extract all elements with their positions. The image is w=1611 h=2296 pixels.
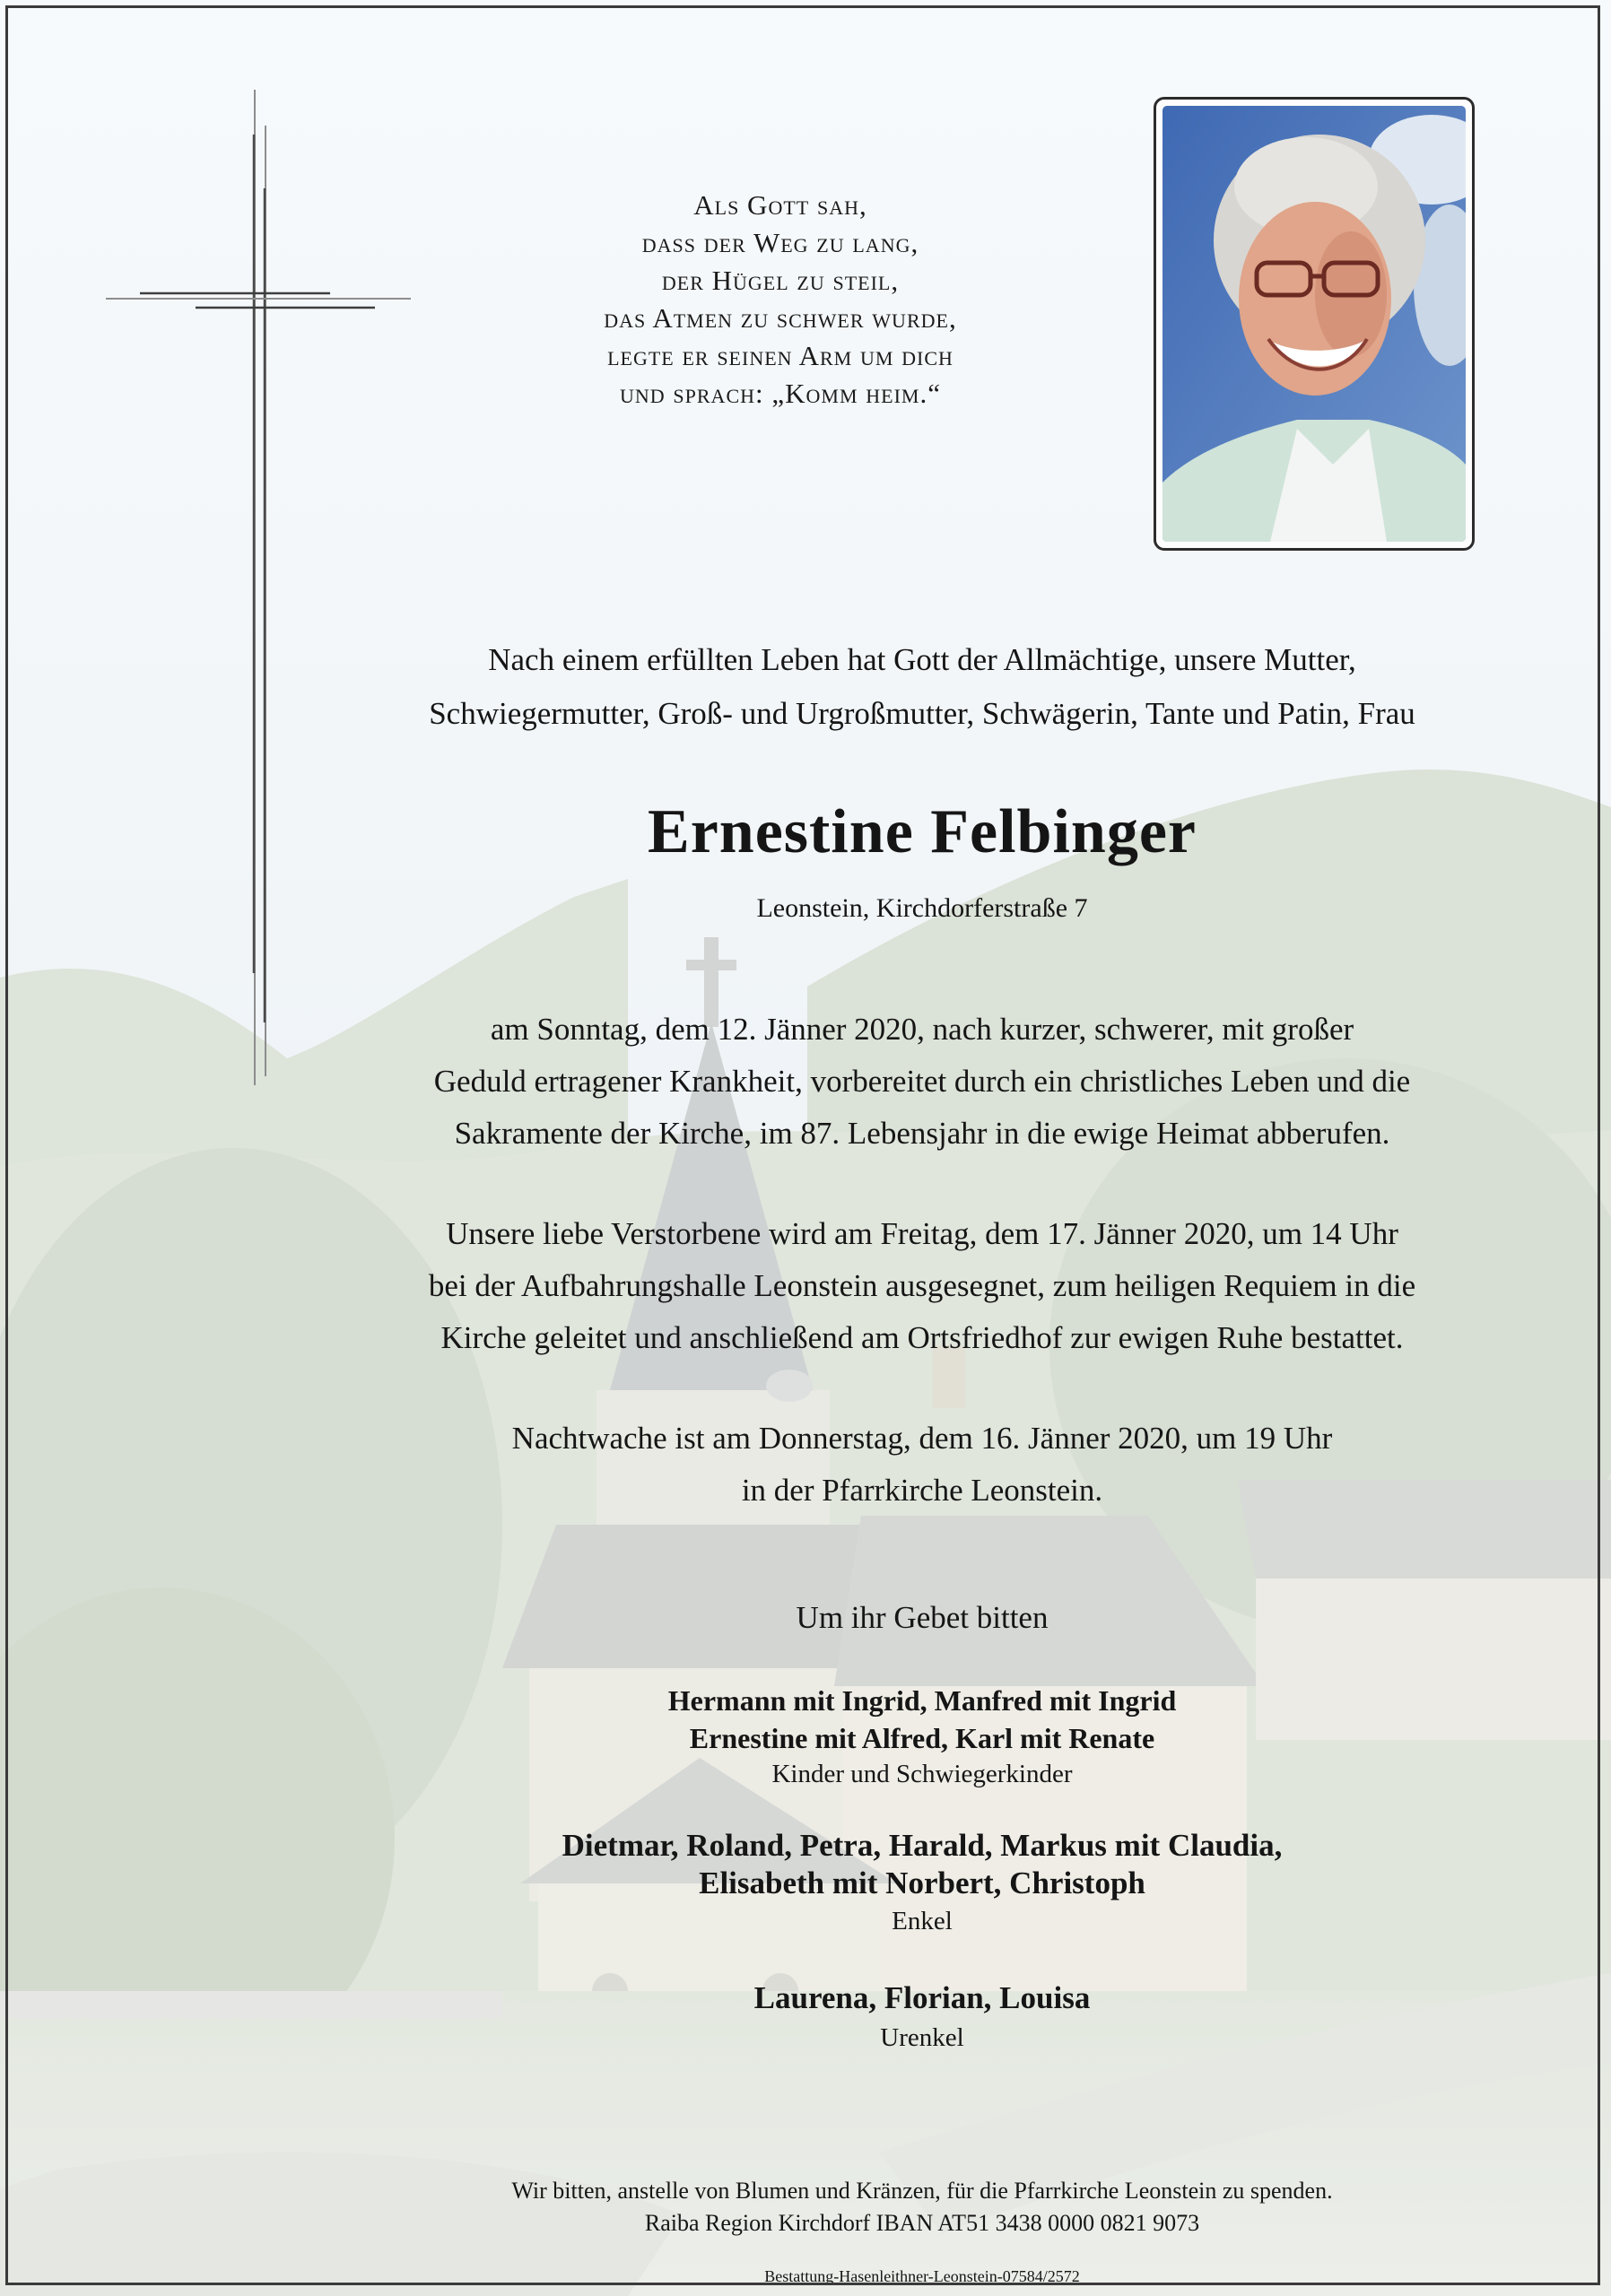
death-notice-line: Sakramente der Kirche, im 87. Lebensjahr in die ewige Heimat abberufen.	[454, 1116, 1390, 1151]
quote-line: Als Gott sah,	[693, 189, 867, 221]
funeral-info-line: bei der Aufbahrungshalle Leonstein ausgesegnet, zum heiligen Requiem in die	[428, 1268, 1416, 1303]
children-names: Ernestine mit Alfred, Karl mit Renate	[689, 1722, 1155, 1754]
donation-request: Wir bitten, anstelle von Blumen und Kränzen, für die Pfarrkirche Leonstein zu spenden.	[511, 2178, 1333, 2204]
memorial-quote	[502, 187, 1058, 413]
deceased-name: Ernestine Felbinger	[648, 797, 1197, 866]
quote-line: und sprach: „Komm heim.“	[620, 378, 941, 409]
grandchildren-names: Elisabeth mit Norbert, Christoph	[699, 1866, 1145, 1900]
quote-line: der Hügel zu steil,	[661, 265, 900, 296]
vigil-info-line: in der Pfarrkirche Leonstein.	[741, 1473, 1103, 1508]
funeral-info-line: Unsere liebe Verstorbene wird am Freitag, dem 17. Jänner 2020, um 14 Uhr	[446, 1216, 1398, 1251]
donation-bank-details: Raiba Region Kirchdorf IBAN AT51 3438 0000 0821 9073	[644, 2210, 1200, 2236]
quote-line: dass der Weg zu lang,	[641, 227, 919, 258]
funeral-info-line: Kirche geleitet und anschließend am Ortsfriedhof zur ewigen Ruhe bestattet.	[440, 1320, 1404, 1355]
death-notice-line: Geduld ertragener Krankheit, vorbereitet durch ein christliches Leben und die	[433, 1064, 1411, 1099]
quote-line: legte er seinen Arm um dich	[607, 340, 954, 371]
portrait-photo	[1163, 106, 1466, 542]
grandchildren-names: Dietmar, Roland, Petra, Harald, Markus mit Claudia,	[562, 1828, 1283, 1863]
deceased-address: Leonstein, Kirchdorferstraße 7	[756, 893, 1088, 923]
imprint: Bestattung-Hasenleithner-Leonstein-07584/2572	[764, 2267, 1080, 2285]
great-grandchildren-label: Urenkel	[880, 2023, 964, 2052]
children-names: Hermann mit Ingrid, Manfred mit Ingrid	[667, 1684, 1177, 1717]
intro-line: Schwiegermutter, Groß- und Urgroßmutter, Schwägerin, Tante und Patin, Frau	[429, 696, 1415, 731]
cross-icon	[106, 90, 411, 1085]
portrait-frame	[1154, 97, 1475, 551]
vigil-info-line: Nachtwache ist am Donnerstag, dem 16. Jänner 2020, um 19 Uhr	[511, 1421, 1333, 1456]
mourners-heading: Um ihr Gebet bitten	[796, 1600, 1049, 1635]
intro-line: Nach einem erfüllten Leben hat Gott der Allmächtige, unsere Mutter,	[488, 642, 1356, 677]
grandchildren-label: Enkel	[892, 1907, 953, 1935]
great-grandchildren-names: Laurena, Florian, Louisa	[753, 1980, 1091, 2015]
quote-line: das Atmen zu schwer wurde,	[604, 302, 957, 334]
children-label: Kinder und Schwiegerkinder	[771, 1760, 1073, 1788]
death-notice-line: am Sonntag, dem 12. Jänner 2020, nach kurzer, schwerer, mit großer	[490, 1012, 1354, 1047]
